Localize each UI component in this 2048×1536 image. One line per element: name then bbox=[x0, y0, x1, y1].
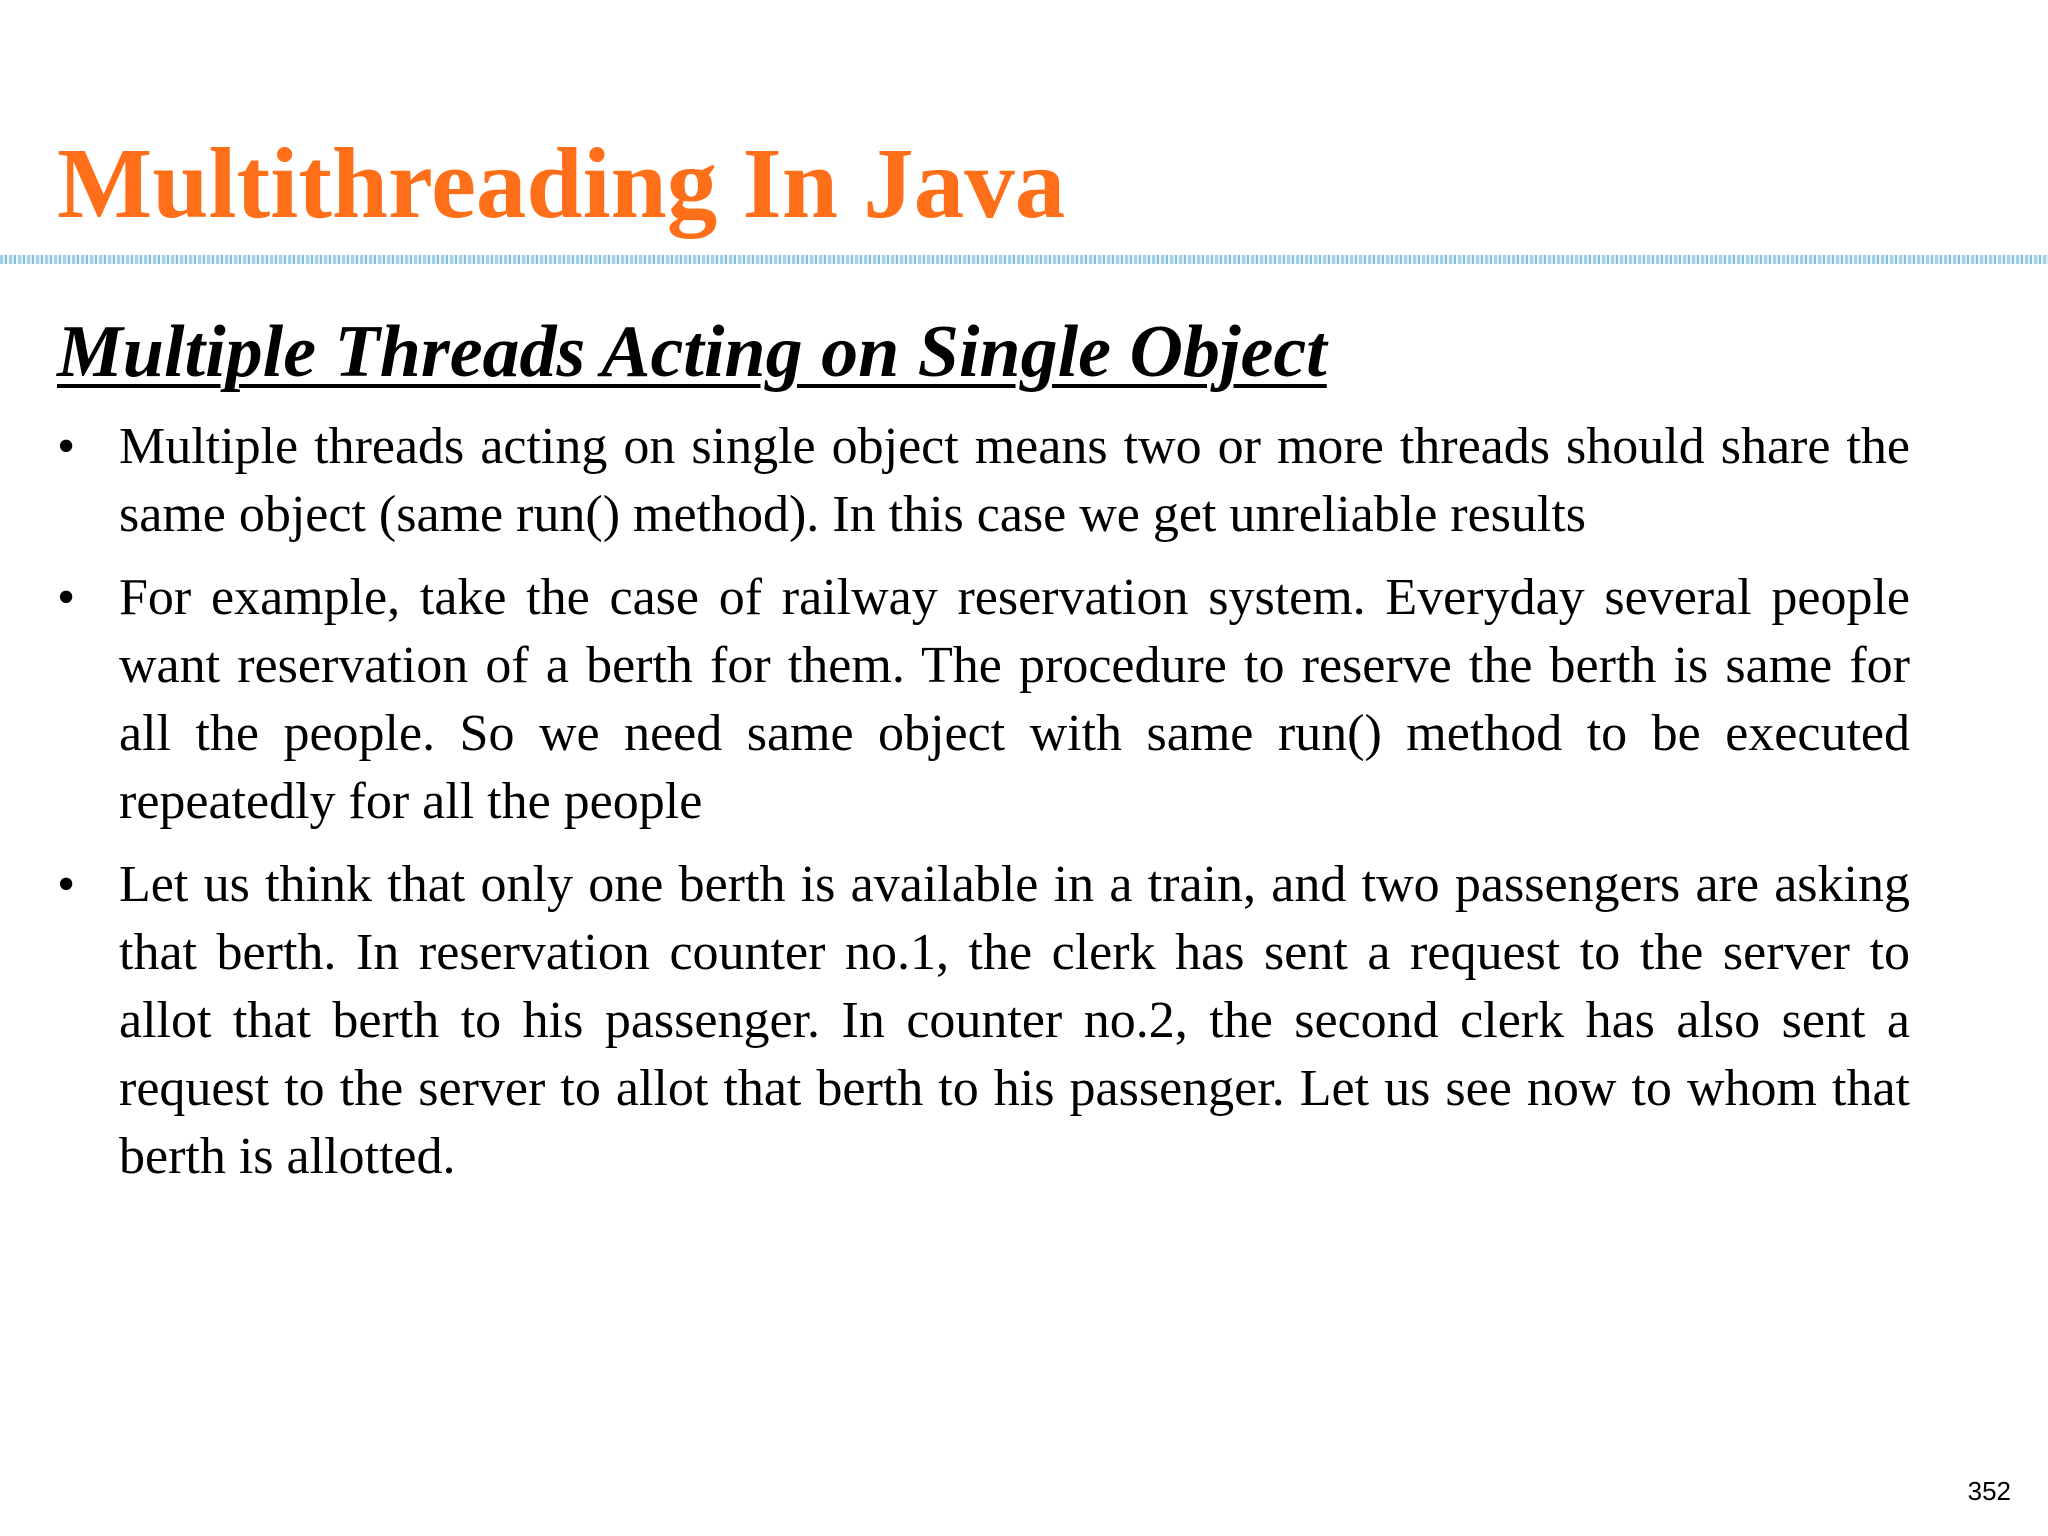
page-number: 352 bbox=[1967, 1476, 2011, 1506]
bullet-icon: • bbox=[57, 856, 76, 913]
bullet-text: Multiple threads acting on single object means two or more threads should share the same object (same run() method). In this case we get unreliable results bbox=[119, 418, 1910, 543]
slide-subtitle: Multiple Threads Acting on Single Object bbox=[57, 311, 1327, 393]
bullet-item bbox=[57, 564, 1910, 836]
bullet-text: For example, take the case of railway reservation system. Everyday several people want reservation of a berth for them. The procedure to reserve the berth is same for all the people. So we need same object with same run() method to be executed repeatedly for all the people bbox=[119, 569, 1910, 830]
bullet-icon: • bbox=[57, 569, 76, 626]
bullet-icon: • bbox=[57, 418, 76, 475]
bullet-item bbox=[57, 851, 1910, 1191]
bullet-list bbox=[57, 413, 1910, 1206]
bullet-item bbox=[57, 413, 1910, 549]
bullet-text: Let us think that only one berth is available in a train, and two passengers are asking that berth. In reservation counter no.1, the clerk has sent a request to the server to allot that berth to his passenger. In counter no.2, the second clerk has also sent a request to the server to allot that berth to his passenger. Let us see now to whom that berth is allotted. bbox=[119, 856, 1910, 1185]
decorative-divider bbox=[0, 255, 2048, 264]
slide-title: Multithreading In Java bbox=[57, 127, 1066, 239]
